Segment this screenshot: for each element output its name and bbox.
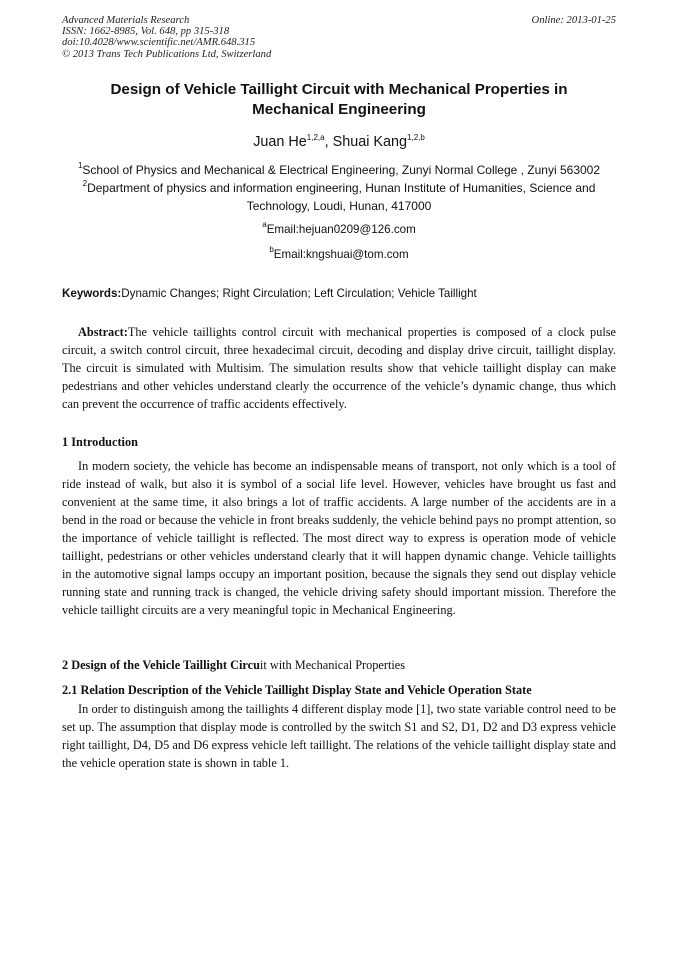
title-line-1: Design of Vehicle Taillight Circuit with Mechanical Properties in <box>110 81 568 98</box>
author-2: Shuai Kang <box>332 134 408 150</box>
author-line <box>62 132 616 152</box>
email-a <box>62 222 616 238</box>
section-1-heading: 1 Introduction <box>62 435 138 449</box>
paper-title <box>62 80 616 120</box>
affiliation-2-line-1: Department of physics and information engineering, Hunan Institute of Humanities, Science and <box>87 181 596 195</box>
copyright-line: © 2013 Trans Tech Publications Ltd, Switzerland <box>62 48 272 60</box>
email-a-text: Email:hejuan0209@126.com <box>266 223 416 236</box>
keywords-text: Dynamic Changes; Right Circulation; Left Circulation; Vehicle Taillight <box>121 287 477 300</box>
affiliation-1 <box>56 161 622 179</box>
journal-header <box>62 15 616 60</box>
title-line-2: Mechanical Engineering <box>252 101 426 118</box>
section-2-heading-bold: 2 Design of the Vehicle Taillight Circu <box>62 658 260 672</box>
author-separator: , <box>324 134 333 150</box>
section-2-1-heading: 2.1 Relation Description of the Vehicle Taillight Display State and Vehicle Operation State <box>62 683 532 697</box>
affiliation-2 <box>56 179 622 215</box>
email-b-text: Email:kngshuai@tom.com <box>273 248 409 261</box>
section-2-heading-rest: it with Mechanical Properties <box>259 658 406 672</box>
abstract-label: Abstract: <box>78 325 128 339</box>
doi-line: doi:10.4028/www.scientific.net/AMR.648.315 <box>62 37 256 49</box>
issn-line: ISSN: 1662-8985, Vol. 648, pp 315-318 <box>62 26 230 38</box>
author-1: Juan He <box>253 134 307 150</box>
journal-name: Advanced Materials Research <box>62 15 190 26</box>
keywords-label: Keywords: <box>62 287 122 300</box>
abstract <box>62 323 616 413</box>
online-date: Online: 2013-01-25 <box>531 15 616 26</box>
affiliation-1-sup: 1 <box>77 161 83 170</box>
affiliation-1-text: School of Physics and Mechanical & Electrical Engineering, Zunyi Normal College , Zunyi 563002 <box>82 163 601 177</box>
affiliation-2-sup: 2 <box>82 179 88 188</box>
affiliation-2-line-2: Technology, Loudi, Hunan, 417000 <box>246 199 432 213</box>
author-2-sup: 1,2,b <box>407 133 425 142</box>
author-1-sup: 1,2,a <box>306 133 325 142</box>
section-2-1-paragraph: In order to distinguish among the taillights 4 different display mode [1], two state variable control need to be set up. The assumption that display mode is controlled by the switch S1 and S2, D1, D2 and D3 express vehicle right taillight, D4, D5 and D6 express vehicle left taillight. The relations of the vehicle taillight display state and the vehicle operation state is shown in table 1. <box>62 702 616 770</box>
section-2-heading <box>62 656 616 674</box>
keywords <box>62 286 616 302</box>
email-b <box>62 247 616 263</box>
email-b-sup: b <box>269 245 274 254</box>
abstract-text: The vehicle taillights control circuit with mechanical properties is composed of a clock pulse circuit, a switch control circuit, three hexadecimal circuit, decoding and display drive circuit, taillight display. The circuit is simulated with Multisim. The simulation results show that vehicle taillight display can make pedestrians and other vehicles understand clearly the occurrence of the vehicle’s dynamic change, thus which can prevent the occurrence of traffic accidents effectively. <box>62 325 616 411</box>
section-1-paragraph: In modern society, the vehicle has become an indispensable means of transport, not only which is a tool of ride instead of walk, but also it is symbol of a social life level. However, vehicles have brought us fast and convenient at the same time, it also brings a lot of traffic accidents. A large number of the accidents are in a bend in the road or because the vehicle in front breaks suddenly, the vehicle behind pays no prompt attention, so the importance of vehicle taillight is reflected. The most direct way to express is operation mode of vehicle taillight, pedestrians or other vehicles understand clearly that it will happen dynamic change. Vehicle taillights in the automotive signal lamps occupy an important position, because the signals they send out display vehicle running state and running track is changed, the vehicle driving safety should important mission. Therefore the vehicle taillight circuits are a very meaningful topic in Mechanical Engineering. <box>62 459 616 617</box>
email-a-sup: a <box>262 220 267 229</box>
